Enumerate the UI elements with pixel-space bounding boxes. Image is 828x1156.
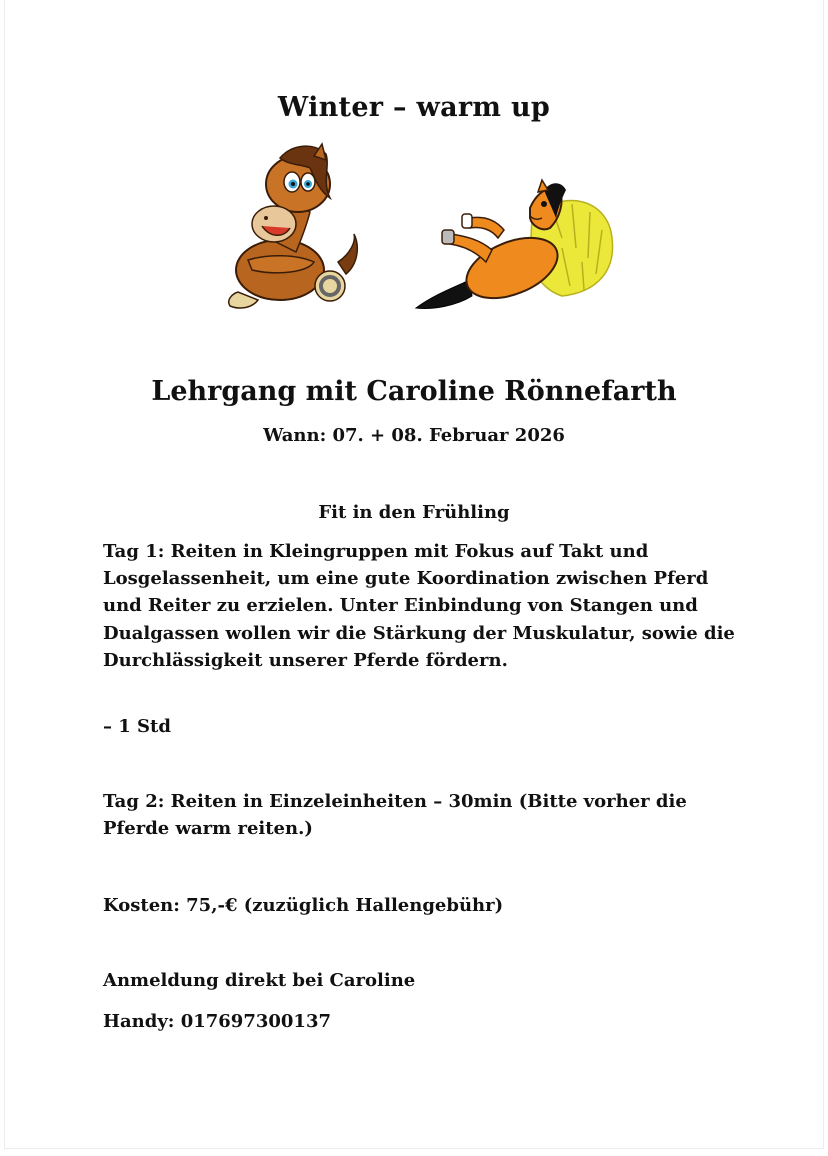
day1-duration: – 1 Std [103, 716, 171, 737]
sitting-horse-illustration [218, 142, 368, 317]
course-date: Wann: 07. + 08. Februar 2026 [263, 425, 565, 446]
phone-number: Handy: 017697300137 [103, 1011, 332, 1032]
course-subtitle: Fit in den Frühling [318, 502, 510, 523]
flyer-title: Winter – warm up [277, 92, 551, 123]
lying-horse-illustration [412, 178, 622, 318]
day1-description: Tag 1: Reiten in Kleingruppen mit Fokus auf Takt und Losgelassenheit, um eine gute Koordination zwischen Pferd und Reiter zu erzielen. Unter Einbindung von Stangen und Dualgassen wollen wir die Stärkung der Muskulatur, sowie die Durchlässigkeit unserer Pferde fördern. [103, 541, 735, 671]
registration-text: Anmeldung direkt bei Caroline [103, 970, 416, 991]
cost-text: Kosten: 75,-€ (zuzüglich Hallengebühr) [103, 895, 504, 916]
course-heading: Lehrgang mit Caroline Rönnefarth [151, 376, 677, 407]
day2-description: Tag 2: Reiten in Einzeleinheiten – 30min (Bitte vorher die Pferde warm reiten.) [103, 791, 687, 840]
